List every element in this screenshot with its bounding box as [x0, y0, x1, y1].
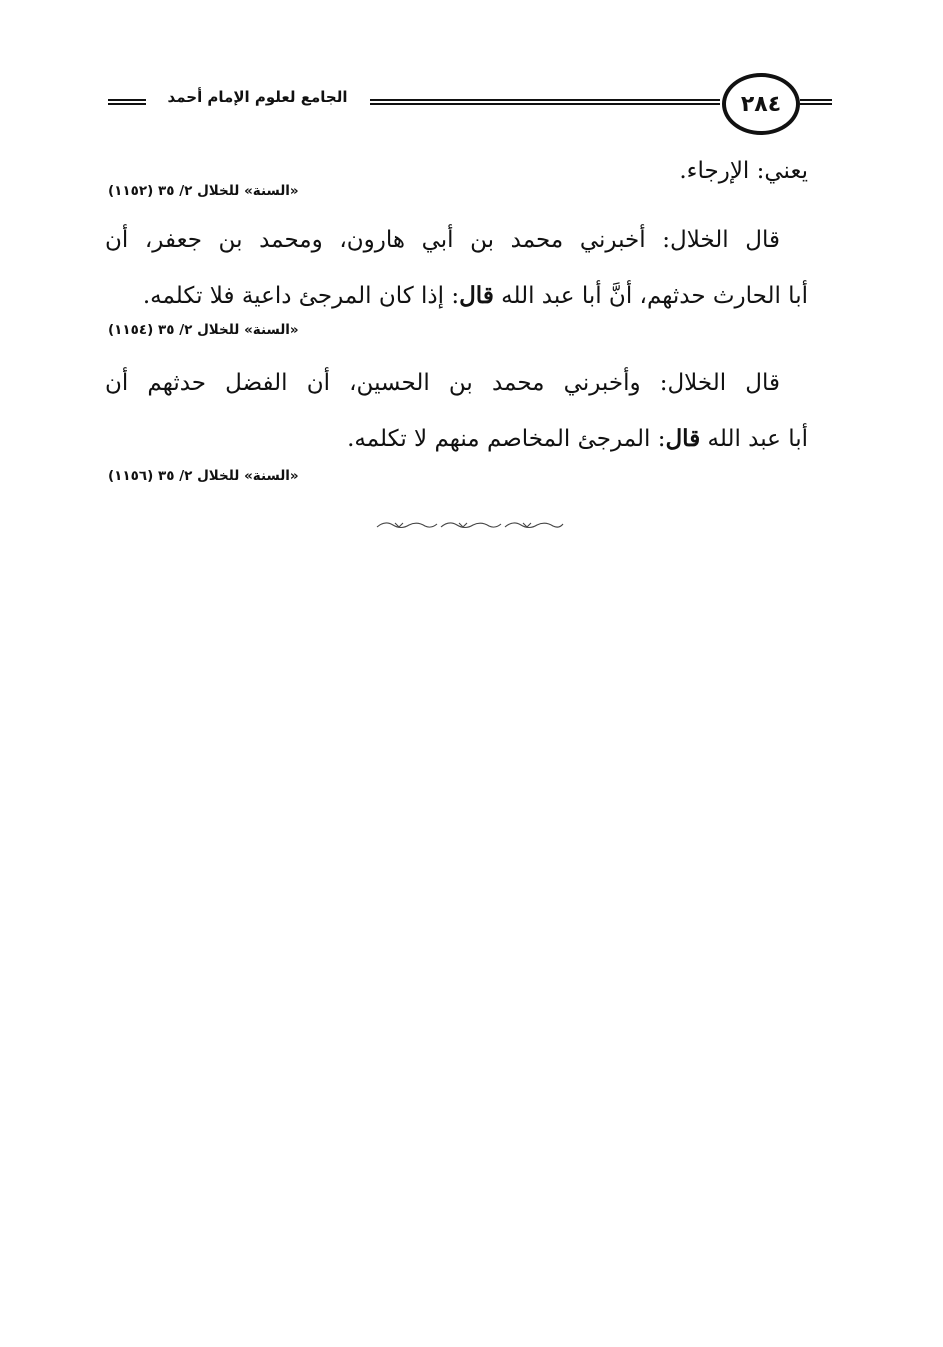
running-title: الجامع لعلوم الإمام أحمد: [167, 88, 348, 106]
entry-1-reference: «السنة» للخلال ٢/ ٣٥ (١١٥٢): [108, 183, 299, 199]
entry-3-line-2: أبا عبد الله قال: المرجئ المخاصم منهم لا تكلمه.: [347, 425, 808, 452]
entry-3-reference: «السنة» للخلال ٢/ ٣٥ (١١٥٦): [108, 468, 299, 484]
separator-ornament-icon: [375, 518, 565, 532]
page-number: ٢٨٤: [740, 91, 782, 117]
entry-3-paragraph: [105, 355, 808, 467]
entry-2-reference: «السنة» للخلال ٢/ ٣٥ (١١٥٤): [108, 322, 299, 338]
header-rule-middle: [370, 99, 720, 105]
page-number-badge: [722, 73, 800, 135]
entry-3-qal: قال: [665, 425, 701, 452]
header-rule-left: [108, 99, 146, 105]
entry-1-text: يعني: الإرجاء.: [679, 158, 808, 184]
entry-2-line-2: أبا الحارث حدثهم، أنَّ أبا عبد الله قال: إذا كان المرجئ داعية فلا تكلمه.: [142, 282, 808, 309]
header-rule-right: [800, 99, 832, 105]
entry-2-paragraph: [105, 212, 808, 324]
entry-3-line-1: قال الخلال: وأخبرني محمد بن الحسين، أن الفضل حدثهم أن: [105, 370, 780, 396]
entry-2-qal: قال: [459, 282, 494, 309]
entry-2-line-1: قال الخلال: أخبرني محمد بن أبي هارون، ومحمد بن جعفر، أن: [105, 227, 780, 253]
page-header: [0, 0, 943, 150]
